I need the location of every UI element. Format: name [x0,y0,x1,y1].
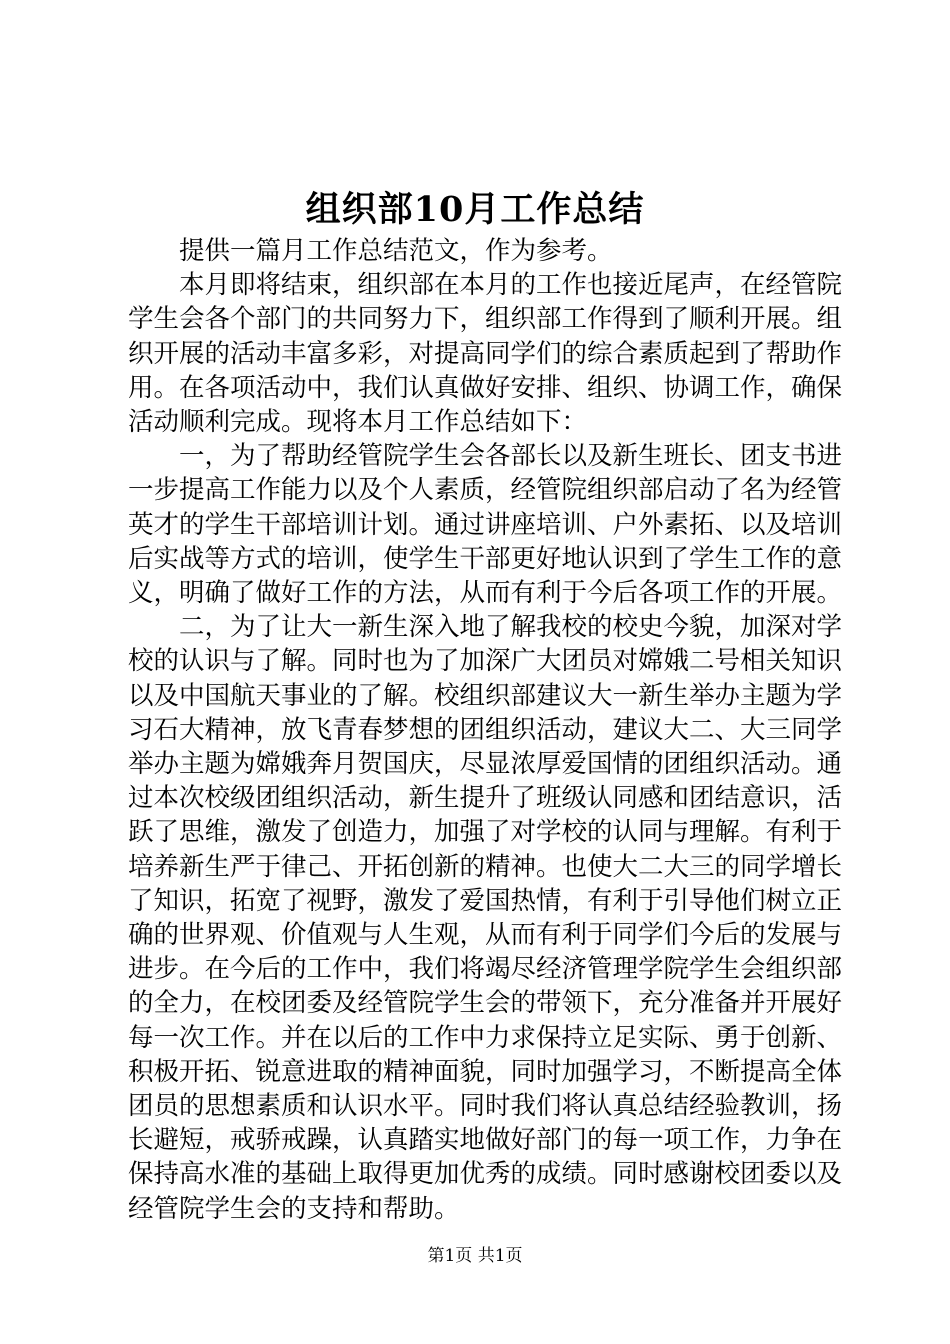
paragraph-item-two: 二，为了让大一新生深入地了解我校的校史今貌，加深对学校的认识与了解。同时也为了加深广大团员对嫦娥二号相关知识以及中国航天事业的了解。校组织部建议大一新生举办主题为学习石大精神，放飞青春梦想的团组织活动，建议大二、大三同学举办主题为嫦娥奔月贺国庆，尽显浓厚爱国情的团组织活动。通过本次校级团组织活动，新生提升了班级认同感和团结意识，活跃了思维，激发了创造力，加强了对学校的认同与理解。有利于培养新生严于律己、开拓创新的精神。也使大二大三的同学增长了知识，拓宽了视野，激发了爱国热情，有利于引导他们树立正确的世界观、价值观与人生观，从而有利于同学们今后的发展与进步。在今后的工作中，我们将竭尽经济管理学院学生会组织部的全力，在校团委及经管院学生会的带领下，充分准备并开展好每一次工作。并在以后的工作中力求保持立足实际、勇于创新、积极开拓、锐意进取的精神面貌，同时加强学习，不断提高全体团员的思想素质和认识水平。同时我们将认真总结经验教训，扬长避短，戒骄戒躁，认真踏实地做好部门的每一项工作，力争在保持高水准的基础上取得更加优秀的成绩。同时感谢校团委以及经管院学生会的支持和帮助。 [128,612,843,1224]
paragraph-item-one: 一，为了帮助经管院学生会各部长以及新生班长、团支书进一步提高工作能力以及个人素质，经管院组织部启动了名为经管英才的学生干部培训计划。通过讲座培训、户外素拓、以及培训后实战等方式的培训，使学生干部更好地认识到了学生工作的意义，明确了做好工作的方法，从而有利于今后各项工作的开展。 [128,441,843,609]
paragraph-overview: 本月即将结束，组织部在本月的工作也接近尾声，在经管院学生会各个部门的共同努力下，组织部工作得到了顺利开展。组织开展的活动丰富多彩，对提高同学们的综合素质起到了帮助作用。在各项活动中，我们认真做好安排、组织、协调工作，确保活动顺利完成。现将本月工作总结如下： [128,270,843,438]
paragraph-intro: 提供一篇月工作总结范文，作为参考。 [179,236,613,266]
document-body [128,234,842,1226]
page-footer: 第1页 共1页 [427,1246,523,1266]
document-title: 组织部10月工作总结 [305,189,645,230]
